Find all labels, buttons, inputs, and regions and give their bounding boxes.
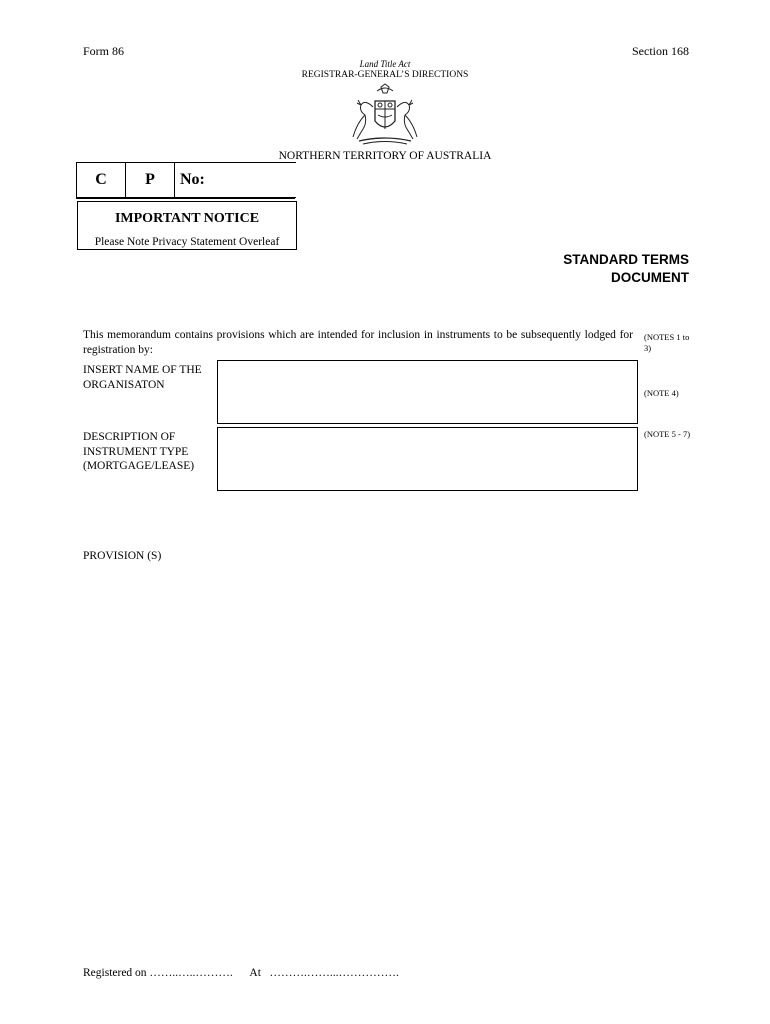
document-title-line-2: DOCUMENT	[611, 270, 689, 285]
document-title	[563, 251, 689, 287]
notes-1-3-reference: (NOTES 1 to 3)	[644, 332, 690, 353]
notice-subtitle: Please Note Privacy Statement Overleaf	[94, 236, 280, 248]
instrument-type-label	[83, 430, 194, 474]
registered-on-line: Registered on ……..…..………. At ……….……...…………….	[83, 967, 399, 979]
memorandum-text: This memorandum contains provisions which are intended for inclusion in instruments to be subsequently lodged for registration by:	[83, 329, 633, 356]
instrument-type-field[interactable]	[217, 427, 638, 491]
organisation-name-field[interactable]	[217, 360, 638, 424]
instrument-label-line-1: DESCRIPTION OF	[83, 431, 176, 443]
registrar-directions: REGISTRAR-GENERAL’S DIRECTIONS	[301, 70, 469, 80]
notice-title: IMPORTANT NOTICE	[114, 211, 260, 226]
note-4-reference: (NOTE 4)	[644, 388, 679, 398]
document-title-line-1: STANDARD TERMS	[563, 252, 689, 267]
coat-of-arms-icon	[343, 83, 427, 149]
section-number: Section 168	[632, 44, 689, 58]
cp-no-label: No:	[180, 171, 205, 188]
divider	[76, 198, 295, 199]
act-title: Land Title Act	[359, 59, 411, 69]
organisation-label-line-1: INSERT NAME OF THE	[83, 364, 202, 376]
cp-p-cell: P	[126, 163, 175, 197]
instrument-label-line-3: (MORTGAGE/LEASE)	[83, 460, 195, 472]
instrument-label-line-2: INSTRUMENT TYPE	[83, 445, 189, 458]
territory-heading: NORTHERN TERRITORY OF AUSTRALIA	[278, 150, 492, 162]
important-notice-box	[77, 201, 297, 250]
cp-c-cell: C	[77, 163, 126, 197]
cp-number-box	[76, 162, 296, 198]
form-number: Form 86	[83, 44, 125, 58]
organisation-label	[83, 363, 202, 392]
organisation-label-line-2: ORGANISATON	[83, 378, 165, 391]
provisions-label: PROVISION (S)	[83, 550, 162, 562]
notes-5-7-reference: (NOTE 5 - 7)	[644, 429, 691, 439]
